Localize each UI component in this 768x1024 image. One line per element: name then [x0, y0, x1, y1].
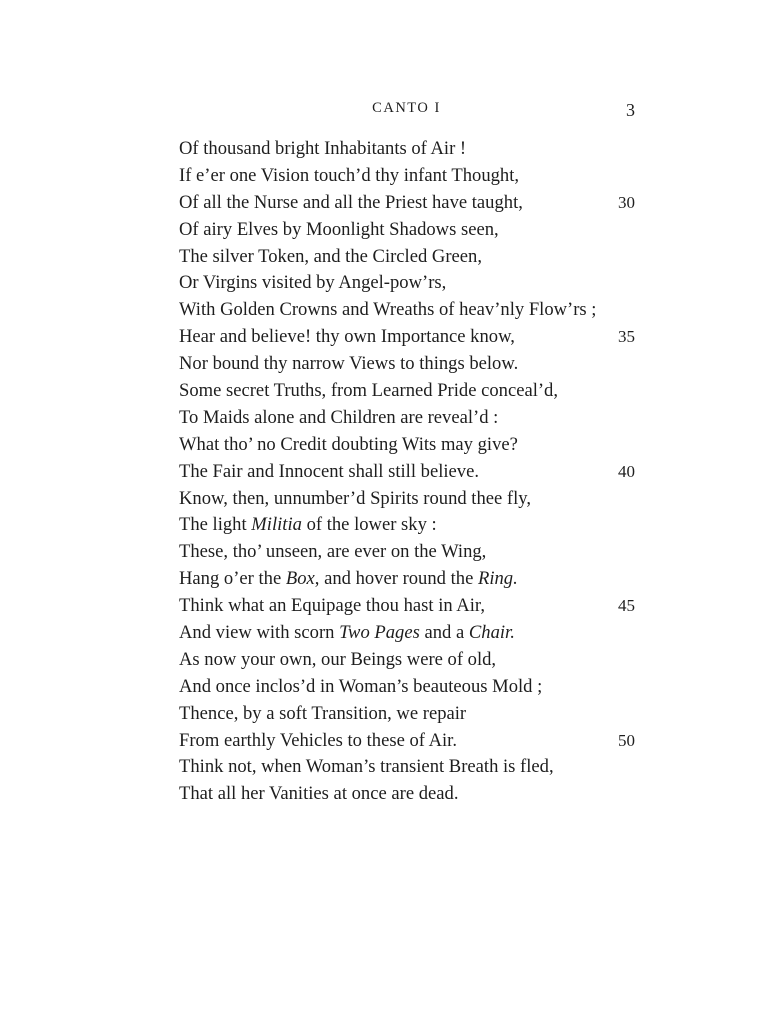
- verse-line: [179, 351, 635, 378]
- verse-line: [179, 136, 635, 163]
- line-number: 30: [618, 192, 635, 212]
- page-header: [178, 100, 635, 128]
- italic-text: Ring.: [477, 568, 518, 590]
- verse-text: Hear and believe! thy own Importance know,: [179, 326, 515, 348]
- verse-text: With Golden Crowns and Wreaths of heav’nly Flow’rs ;: [179, 299, 597, 321]
- verse-line: [179, 728, 635, 755]
- verse-text: Of airy Elves by Moonlight Shadows seen,: [179, 218, 499, 240]
- verse-text: The silver Token, and the Circled Green,: [179, 245, 482, 267]
- verse-line: [179, 701, 635, 728]
- verse-text: Some secret Truths, from Learned Pride conceal’d,: [179, 380, 559, 402]
- verse-text: Nor bound thy narrow Views to things below.: [179, 353, 519, 375]
- verse-text: And view with scorn: [179, 622, 340, 644]
- verse-line: [179, 647, 635, 674]
- verse-line: [179, 566, 635, 593]
- verse-line: [179, 674, 635, 701]
- line-number: 50: [618, 730, 635, 750]
- verse-line: [179, 754, 635, 781]
- verse-line: [179, 324, 635, 351]
- italic-text: Box: [285, 568, 315, 590]
- verse-text: Of thousand bright Inhabitants of Air !: [179, 138, 467, 159]
- verse-text: Of all the Nurse and all the Priest have taught,: [179, 191, 523, 213]
- verse-text: What tho’ no Credit doubting Wits may give?: [179, 433, 518, 455]
- verse-text: Hang o’er the: [179, 568, 286, 590]
- verse-text: The light: [179, 514, 252, 536]
- verse-block: [179, 136, 635, 808]
- verse-line: [179, 593, 635, 620]
- verse-text: These, tho’ unseen, are ever on the Wing,: [179, 541, 487, 563]
- verse-line: [179, 539, 635, 566]
- verse-line: [179, 432, 635, 459]
- verse-text: Or Virgins visited by Angel-pow’rs,: [179, 272, 447, 294]
- italic-text: Two Pages: [339, 622, 420, 644]
- verse-text: Thence, by a soft Transition, we repair: [179, 702, 467, 724]
- verse-text: That all her Vanities at once are dead.: [179, 783, 459, 805]
- italic-text: Militia: [251, 514, 302, 536]
- verse-line: [179, 405, 635, 432]
- verse-text: As now your own, our Beings were of old,: [179, 648, 497, 670]
- verse-line: [179, 163, 635, 190]
- running-head: CANTO I: [372, 100, 441, 116]
- verse-text: From earthly Vehicles to these of Air.: [179, 729, 457, 751]
- verse-text: To Maids alone and Children are reveal’d :: [179, 406, 499, 428]
- verse-text: If e’er one Vision touch’d thy infant Thought,: [179, 164, 520, 186]
- verse-text: of the lower sky :: [301, 514, 437, 536]
- verse-line: [179, 244, 635, 271]
- verse-text: And once inclos’d in Woman’s beauteous Mold ;: [179, 675, 543, 697]
- verse-text: and a: [419, 622, 469, 644]
- verse-line: [179, 486, 635, 513]
- verse-text: , and hover round the: [314, 568, 478, 590]
- verse-line: [179, 270, 635, 297]
- verse-line: [179, 378, 635, 405]
- line-number: 35: [618, 327, 635, 347]
- verse-line: [179, 217, 635, 244]
- verse-line: [179, 781, 635, 808]
- page-number: 3: [626, 100, 635, 120]
- verse-line: [179, 297, 635, 324]
- line-number: 45: [618, 596, 635, 616]
- verse-text: Think not, when Woman’s transient Breath is fled,: [179, 756, 554, 778]
- verse-text: The Fair and Innocent shall still believe.: [179, 460, 479, 482]
- verse-line: [179, 512, 635, 539]
- line-number: 40: [618, 461, 635, 481]
- verse-line: [179, 620, 635, 647]
- verse-line: [179, 190, 635, 217]
- verse-line: [179, 459, 635, 486]
- verse-text: Know, then, unnumber’d Spirits round thee fly,: [179, 487, 532, 509]
- italic-text: Chair.: [468, 622, 515, 644]
- verse-text: Think what an Equipage thou hast in Air,: [179, 595, 485, 617]
